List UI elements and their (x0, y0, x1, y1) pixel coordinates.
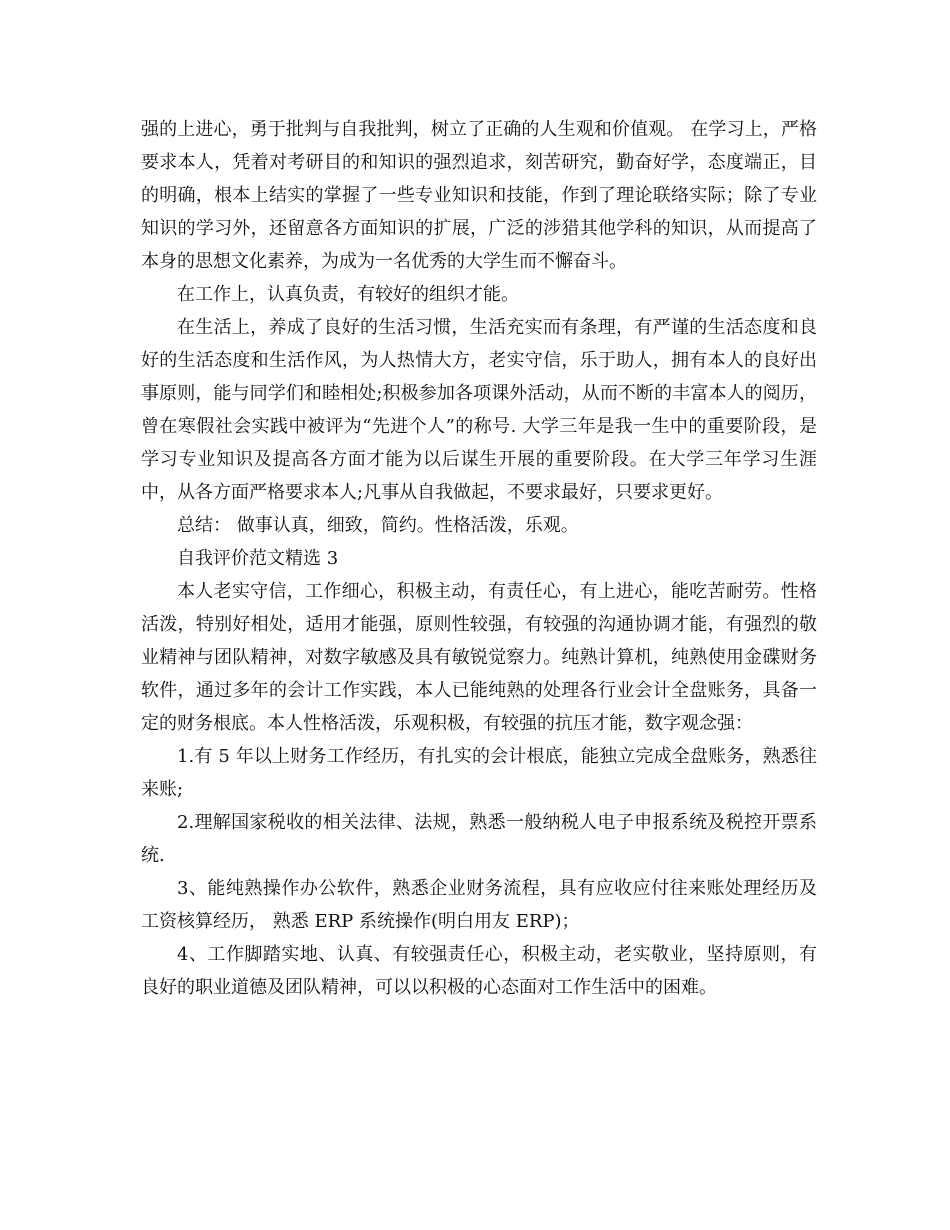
paragraph-life: 在生活上，养成了良好的生活习惯，生活充实而有条理，有严谨的生活态度和良好的生活态度和生活作风，为人热情大方，老实守信，乐于助人，拥有本人的良好出事原则，能与同学们和睦相处;积极参加各项课外活动，从而不断的丰富本人的阅历，曾在寒假社会实践中被评为“先进个人”的称号. 大学三年是我一生中的重要阶段，是学习专业知识及提高各方面才能为以后谋生开展的重要阶段。在大学三年学习生涯中，从各方面严格要求本人;凡事从自我做起，不要求最好，只要求更好。 (141, 317, 817, 503)
section-heading: 自我评价范文精选 3 (177, 548, 339, 569)
list-item-1: 1.有 5 年以上财务工作经历，有扎实的会计根底，能独立完成全盘账务，熟悉往来账; (141, 746, 817, 800)
paragraph-work: 在工作上，认真负责，有较好的组织才能。 (177, 284, 519, 305)
document-body (141, 113, 817, 1004)
list-item-4: 4、工作脚踏实地、认真、有较强责任心，积极主动，老实敬业，坚持原则，有良好的职业道德及团队精神，可以以积极的心态面对工作生活中的困难。 (141, 944, 817, 998)
list-item-3: 3、能纯熟操作办公软件，熟悉企业财务流程，具有应收应付往来账处理经历及工资核算经历， 熟悉 ERP 系统操作(明白用友 ERP)； (141, 878, 817, 932)
list-item-2: 2.理解国家税收的相关法律、法规，熟悉一般纳税人电子申报系统及税控开票系统. (141, 812, 817, 866)
paragraph-self-description: 本人老实守信，工作细心，积极主动，有责任心，有上进心，能吃苦耐劳。性格活泼，特别好相处，适用才能强，原则性较强，有较强的沟通协调才能，有强烈的敬业精神与团队精神，对数字敏感及具有敏锐觉察力。纯熟计算机，纯熟使用金碟财务软件，通过多年的会计工作实践，本人已能纯熟的处理各行业会计全盘账务，具备一定的财务根底。本人性格活泼，乐观积极，有较强的抗压才能，数字观念强： (141, 581, 817, 734)
paragraph-summary: 总结： 做事认真，细致，简约。性格活泼，乐观。 (177, 515, 579, 536)
paragraph-learning: 强的上进心，勇于批判与自我批判，树立了正确的人生观和价值观。 在学习上，严格要求本人，凭着对考研目的和知识的强烈追求，刻苦研究，勤奋好学，态度端正，目的明确，根本上结实的掌握了一些专业知识和技能，作到了理论联络实际；除了专业知识的学习外，还留意各方面知识的扩展，广泛的涉猎其他学科的知识，从而提高了本身的思想文化素养，为成为一名优秀的大学生而不懈奋斗。 (141, 119, 817, 272)
